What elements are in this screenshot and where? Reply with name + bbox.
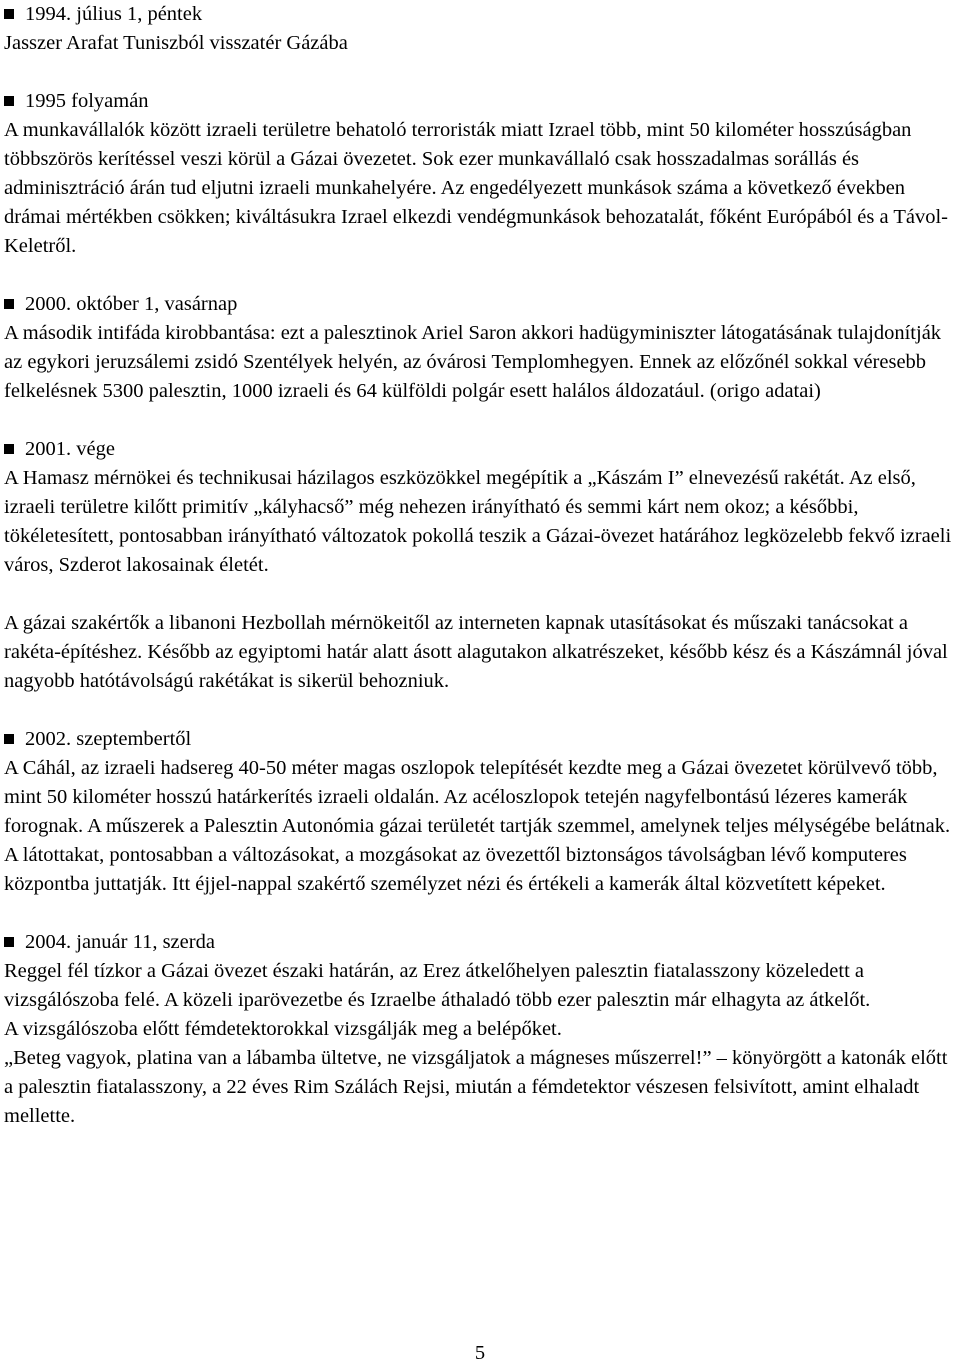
page-number: 5	[474, 1342, 486, 1364]
entry-date: 2002. szeptembertől	[25, 728, 192, 750]
entry-paragraph: A gázai szakértők a libanoni Hezbollah mérnökeitől az interneten kapnak utasításokat és műszaki tanácsokat a rakéta-építéshez. Később az egyiptomi határ alatt ásott alagutakon alkatrészeket, később kész és a Kászámnál jóval nagyobb hatótávolságú rakétákat is sikerül behozniuk.	[4, 612, 948, 692]
entry-paragraph: A Cáhál, az izraeli hadsereg 40-50 méter magas oszlopok telepítését kezdte meg a Gázai övezetet körülvevő több, mint 50 kilométer hosszú határkerítés izraeli oldalán. Az acéloszlopok tetején nagyfelbontású lézeres kamerák forognak. A műszerek a Palesztin Autonómia gázai területét tartják szemmel, amelynek teljes mélységébe belátnak. A látottakat, pontosabban a változásokat, a mozgásokat az övezettől biztonságos távolságban lévő komputeres központba juttatják. Itt éjjel-nappal szakértő személyzet nézi és értékeli a kamerák által közvetített képeket.	[4, 757, 951, 895]
entry-date: 1994. július 1, péntek	[25, 3, 203, 25]
entry-heading	[4, 928, 956, 957]
entry-paragraph: A Hamasz mérnökei és technikusai házilagos eszközökkel megépítik a „Kászám I” elnevezésű rakétát. Az első, izraeli területre kilőtt primitív „kályhacső” még nehezen irányítható és semmi kárt nem okoz; a későbbi, tökéletesített, pontosabban irányítható változatok pokollá teszik a Gázai-övezet határához legközelebb fekvő izraeli város, Szderot lakosainak életét.	[4, 467, 952, 576]
entry-heading	[4, 435, 956, 464]
square-bullet-icon	[4, 937, 14, 947]
entry-heading	[4, 290, 956, 319]
entry-paragraph: Reggel fél tízkor a Gázai övezet északi határán, az Erez átkelőhelyen palesztin fiatalasszony közeledett a vizsgálószoba felé. A közeli iparövezetbe és Izraelbe áthaladó több ezer palesztin már elhagyta az átkelőt.	[4, 960, 871, 1011]
document-page	[4, 0, 956, 1160]
square-bullet-icon	[4, 444, 14, 454]
entry-date: 2000. október 1, vasárnap	[25, 293, 238, 315]
timeline-entry	[4, 725, 956, 899]
square-bullet-icon	[4, 299, 14, 309]
timeline-entry	[4, 87, 956, 261]
entry-date: 2004. január 11, szerda	[25, 931, 215, 953]
entry-paragraph: „Beteg vagyok, platina van a lábamba ültetve, ne vizsgáljatok a mágneses műszerrel!” – könyörgött a katonák előtt a palesztin fiatalasszony, a 22 éves Rim Szálách Rejsi, miután a fémdetektor vészesen felsivított, amint elhaladt mellette.	[4, 1047, 948, 1127]
square-bullet-icon	[4, 734, 14, 744]
timeline-entry	[4, 928, 956, 1131]
timeline-entry	[4, 0, 956, 58]
entry-date: 1995 folyamán	[25, 90, 149, 112]
square-bullet-icon	[4, 9, 14, 19]
entry-paragraph: A vizsgálószoba előtt fémdetektorokkal vizsgálják meg a belépőket.	[4, 1018, 562, 1040]
entry-heading	[4, 725, 956, 754]
entry-paragraph: A második intifáda kirobbantása: ezt a palesztinok Ariel Saron akkori hadügyminiszter látogatásának tulajdonítják az egykori jeruzsálemi zsidó Szentélyek helyén, az óvárosi Templomhegyen. Ennek az előzőnél sokkal véresebb felkelésnek 5300 palesztin, 1000 izraeli és 64 külföldi polgár esett halálos áldozatául. (origo adatai)	[4, 322, 942, 402]
timeline-entry	[4, 609, 956, 696]
entry-date: 2001. vége	[25, 438, 115, 460]
entry-paragraph: A munkavállalók között izraeli területre behatoló terroristák miatt Izrael több, mint 50 kilométer hosszúságban többszörös kerítéssel veszi körül a Gázai övezetet. Sok ezer munkavállaló csak hosszadalmas sorállás és adminisztráció árán tud eljutni izraeli munkahelyére. Az engedélyezett munkások száma a következő években drámai mértékben csökken; kiváltásukra Izrael elkezdi vendégmunkások behozatalát, főként Európából és a Távol-Keletről.	[4, 119, 948, 257]
timeline-entry	[4, 290, 956, 406]
entry-paragraph: Jasszer Arafat Tuniszból visszatér Gázába	[4, 32, 348, 54]
entry-heading	[4, 87, 956, 116]
square-bullet-icon	[4, 96, 14, 106]
timeline-entry	[4, 435, 956, 580]
entry-heading	[4, 0, 956, 29]
